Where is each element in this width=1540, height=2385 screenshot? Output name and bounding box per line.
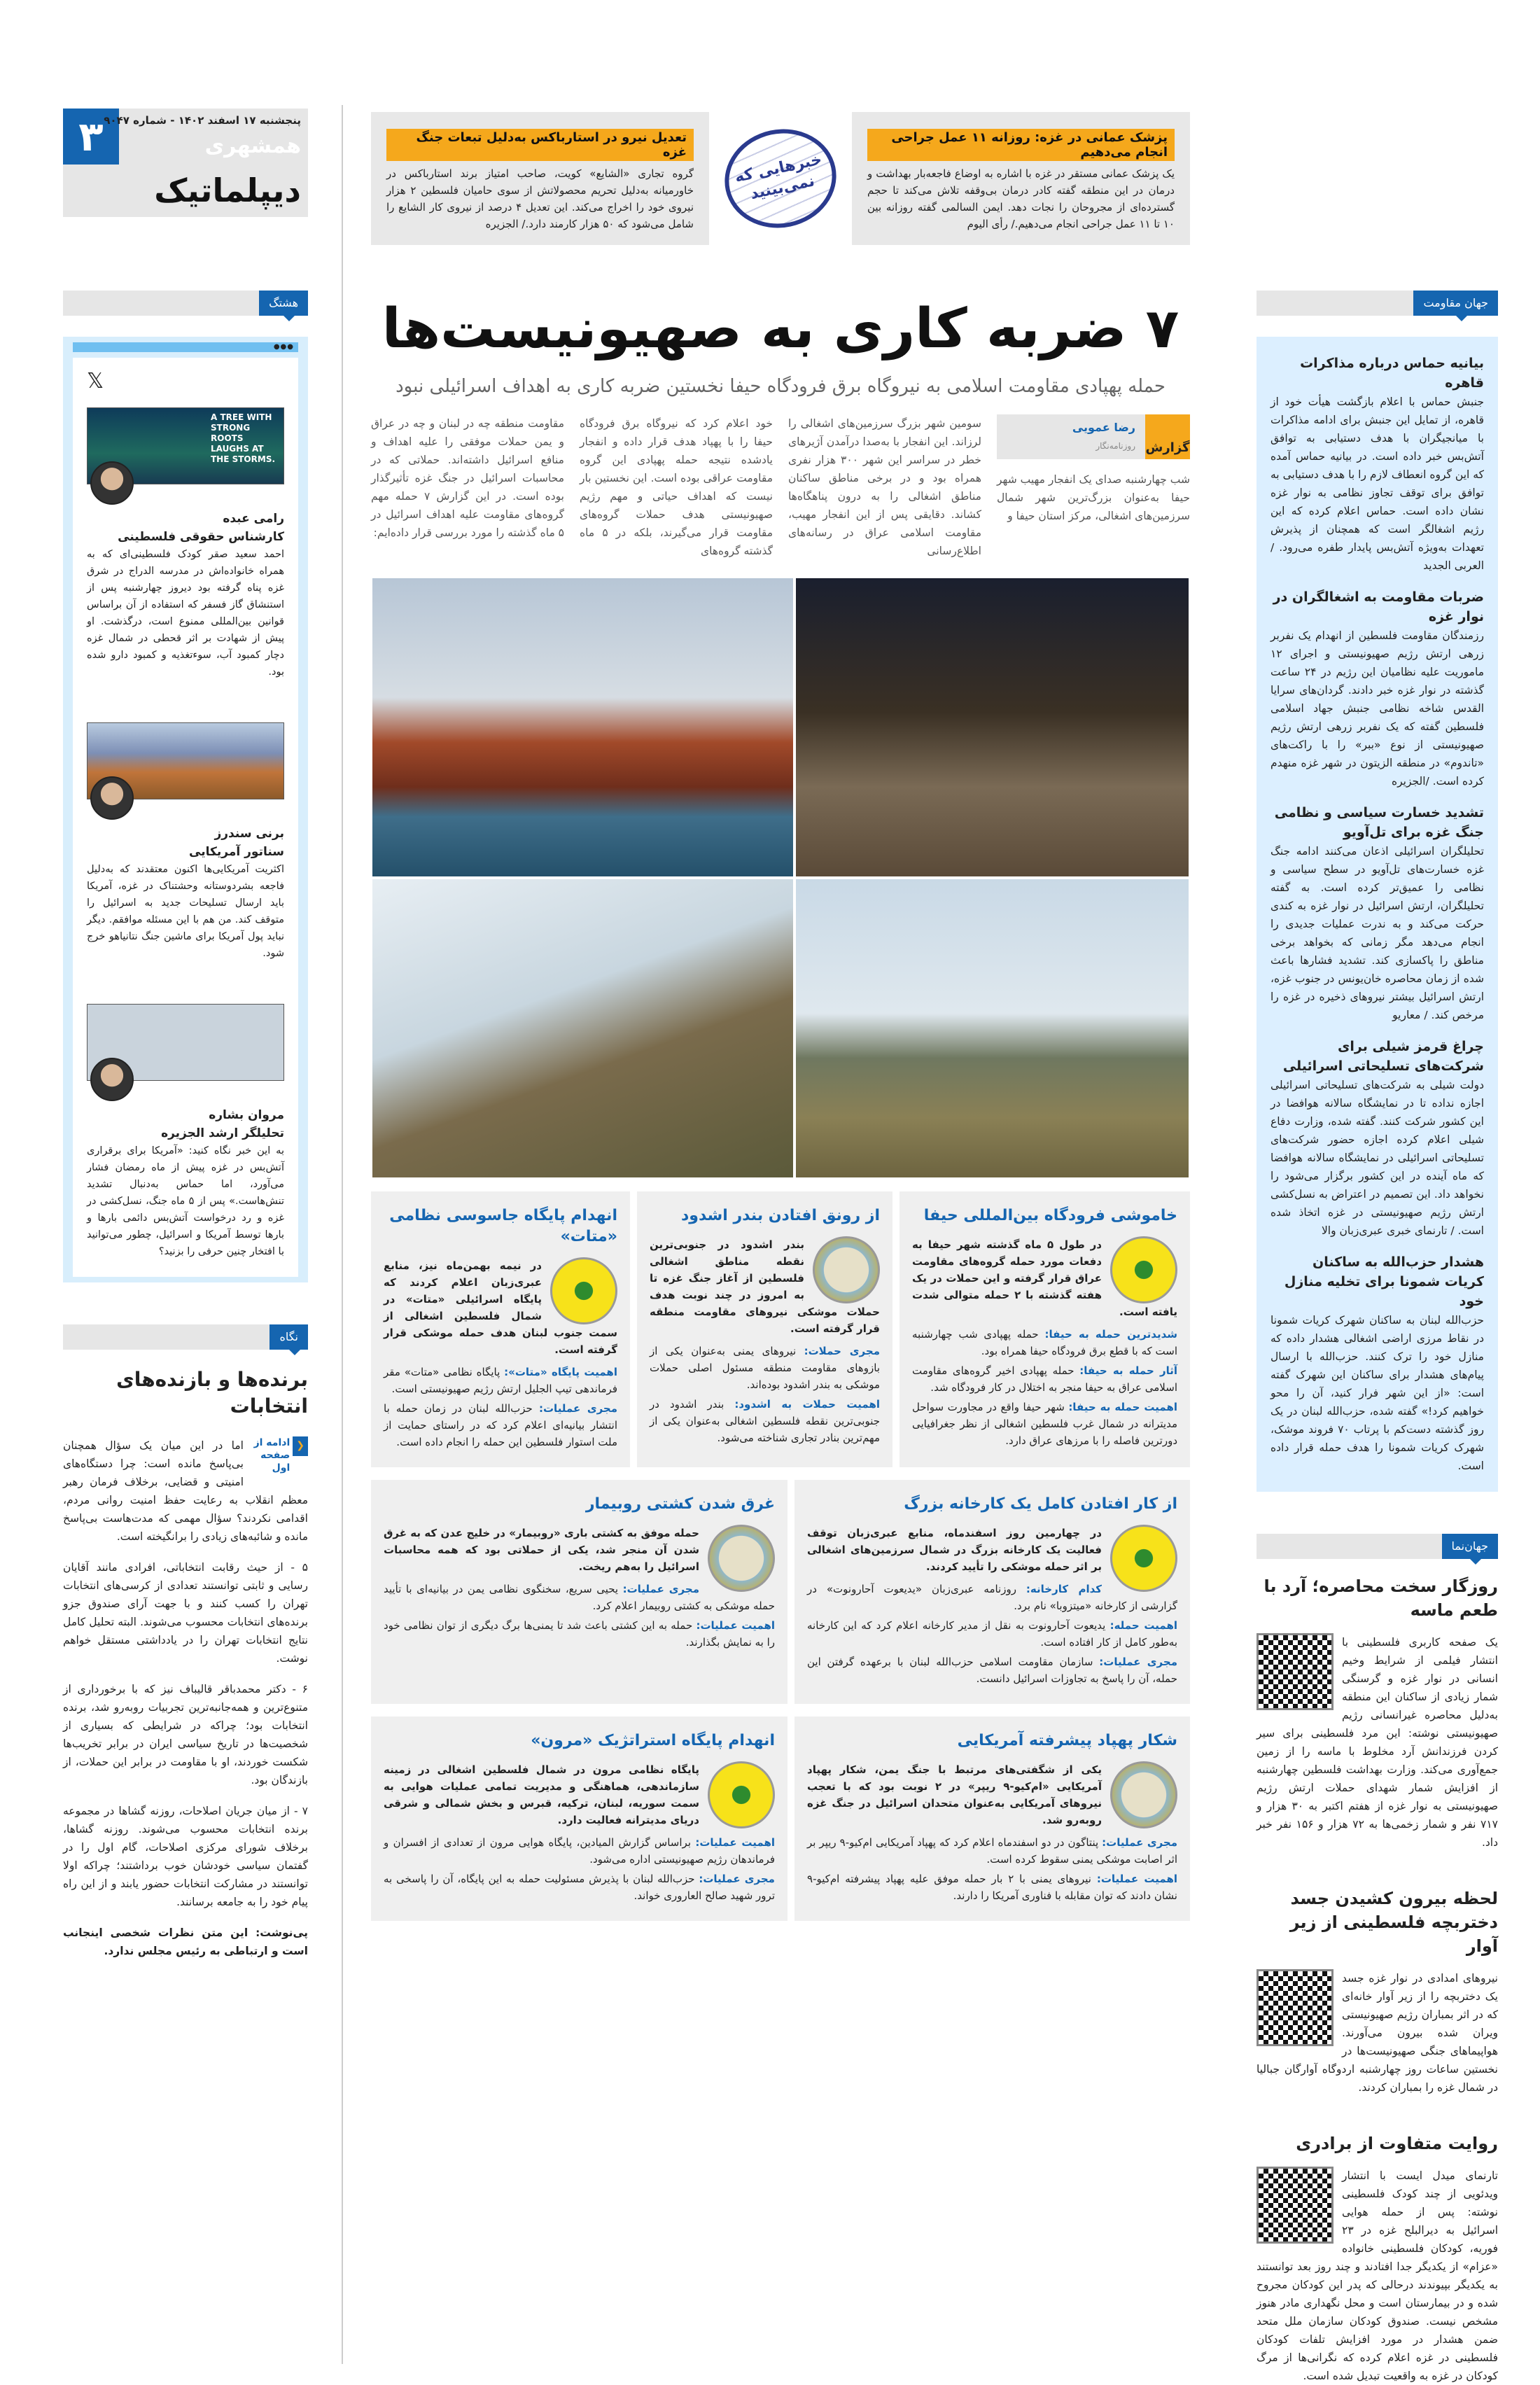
article-column: شب چهارشنبه صدای یک انفجار مهیب شهر حیفا به‌عنوان بزرگ‌ترین شهر شمال سرزمین‌های اشغالی، مرکز استان حیفا و (997, 473, 1190, 522)
news-box-bullet (912, 1399, 1177, 1449)
article-column: خود اعلام کرد که نیروگاه برق فرودگاه حیفا را با پهپاد هدف قرار داده و انفجار یادشده نتیجه حمله پهپادی این گروه مقاومت عراقی بوده است. این نخستین بار نیست که اهداف حیاتی و مهم رژیم صهیونیستی هدف حملات گروه‌های مقاومت قرار می‌گیرند، بلکه در ۵ ماه گذشته گروه‌های (580, 417, 774, 557)
editorial (63, 1366, 308, 1960)
chevron-icon: ❮ (293, 1436, 308, 1456)
news-box (371, 1716, 788, 1921)
news-box-lead: حمله موفق به کشتی باری «روبیمار» در خلیج عدن که به غرق شدن آن منجر شد، یکی از حملاتی بود که همه محاسبات اسرائیل را به‌هم ریخت. (384, 1527, 699, 1573)
author-role: روزنامه‌نگار (1096, 441, 1135, 451)
bullet-label: مجری حملات: (804, 1345, 880, 1357)
cover-image (87, 407, 284, 484)
news-title: بیانیه حماس درباره مذاکرات قاهره (1300, 356, 1484, 391)
tweet-body: اکثریت آمریکایی‌ها اکنون معتقدند که به‌دلیل فاجعه بشردوستانه وحشتناک در غزه، آمریکا باید ارسال تسلیحات جدید به اسرائیل را متوقف کند. من هم با این مسئله موافقم. دیگر نباید پول آمریکا برای ماشین جنگ نتانیاهو خرج شود. (87, 864, 284, 959)
bullet-text: حمله پهپادی اخیر گروه‌های مقاومت اسلامی عراق به حیفا منجر به اختلال در کار فرودگاه شد. (912, 1364, 1177, 1394)
news-box (794, 1480, 1190, 1704)
section-header-resistance (1256, 291, 1498, 316)
news-box-bullet (650, 1343, 880, 1393)
bullet-text: یحیی سریع، سخنگوی نظامی یمن در بیانیه‌ای با تأیید حمله موشکی به کشتی روبیمار اعلام کرد. (384, 1583, 775, 1612)
news-box-bullet (384, 1617, 775, 1651)
news-box-bullet (807, 1617, 1177, 1651)
news-box (899, 1191, 1190, 1467)
news-box-row (371, 1191, 1190, 1467)
right-column (1256, 291, 1498, 2385)
qr-code-icon[interactable] (1256, 1633, 1334, 1710)
author-name: رضا عمویی (1072, 421, 1135, 434)
qr-code-icon[interactable] (1256, 1969, 1334, 2046)
tweet-card (87, 407, 284, 680)
bullet-text: حمله به این کشتی باعث شد تا یمنی‌ها برگ دیگری از توان نظامی خود را به نمایش بگذارند. (384, 1619, 775, 1649)
section-label: نگاه (270, 1324, 308, 1350)
bullet-label: مجری عملیات: (1099, 1656, 1177, 1668)
top-news-strip (371, 112, 1190, 245)
news-box-lead: در چهارمین روز اسفندماه، منابع عبری‌زبان توقف فعالیت یک کارخانه بزرگ در شمال سرزمین‌های اشغالی بر اثر حمله موشکی را تأیید کردند. (807, 1527, 1102, 1573)
bullet-label: آثار حمله به حیفا: (1079, 1364, 1177, 1377)
news-box-lead: یکی از شگفتی‌های مرتبط با جنگ یمن، شکار پهپاد آمریکایی «ام‌کیو-۹ ریپر» در ۲ نوبت بود که با تعجب نیروهای آمریکایی به‌عنوان متحدان اسرائیل در جنگ غزه روبه‌رو شد. (807, 1763, 1102, 1826)
section-header-view (63, 1324, 308, 1350)
left-column (63, 109, 308, 1973)
bullet-label: اهمیت حمله به حیفا: (1068, 1401, 1177, 1413)
news-box-bullet (912, 1362, 1177, 1396)
bullet-text: نیروهای یمنی به‌عنوان یکی از بازوهای مقاومت منطقه مسئول اصلی حملات موشکی به بندر اشدود بوده‌اند. (650, 1345, 880, 1391)
news-title: تشدید خسارت سیاسی و نظامی جنگ غزه برای تل‌آویو (1274, 805, 1484, 840)
top-news-body: یک پزشک عمانی مستقر در غزه با اشاره به اوضاع فاجعه‌بار بهداشت و درمان در این منطقه گفته کادر درمان بی‌وقفه تلاش می‌کند تا حجم گسترده‌ای از مجروحان را نجات دهد. ایمن السالمی گفته روزانه بین ۱۰ تا ۱۱ عمل جراحی انجام می‌دهیم./ رأی الیوم (867, 167, 1175, 230)
news-body: تارنمای میدل ایست با انتشار ویدئویی از چند کودک فلسطینی نوشته: پس از حمله هوایی اسرائیل به دیرالبلح غزه در ۲۳ فوریه، کودکان فلسطینی خانواده «عزام» از یکدیگر جدا افتادند و چند روز بعد توانستند به یکدیگر بپیوندند درحالی که پدر این کودکان مجروح شده و در بیمارستان است و محل نگهداری مادر هنوز مشخص نیست. صندوق کودکان سازمان ملل متحد ضمن هشدار در مورد افزایش تلفات کودکان فلسطینی در غزه اعلام کرده که نگرانی‌ها از مرگ کودکان در غزه به واقعیت تبدیل شده است. (1256, 2169, 1498, 2382)
dots-icon: ●●● (273, 343, 294, 351)
editorial-paragraph: اما در این میان یک سؤال همچنان بی‌پاسخ مانده است: چرا دستگاه‌های امنیتی و قضایی، برخلاف فرمان رهبر معظم انقلاب به رعایت حفظ امنیت روانی مردم، اقدامی نکردند؟ سؤال مهمی که مدت‌هاست بی‌پاسخ مانده و شائبه‌های زیادی را برانگیخته است. (63, 1439, 308, 1543)
group-emblem-icon (708, 1525, 775, 1592)
editorial-title: برنده‌ها و بازنده‌های انتخابات (116, 1368, 308, 1418)
news-body: تحلیلگران اسرائیلی اذعان می‌کنند ادامه جنگ غزه خسارت‌های تل‌آویو در سطح سیاسی و نظامی را عمیق‌تر کرده است. به گفته تحلیلگران، ارتش اسرائیل در نوار غزه به کندی حرکت می‌کند و به ندرت عملیات جدیدی را انجام می‌دهد مگر زمانی که بخواهد برخی مناطق را پاکسازی کند. تشدید فشارها باعث شده از زمان محاصره خان‌یونس در جنوب غزه، ارتش اسرائیل بیشتر نیروهای ذخیره در غزه را مرخص کند. / معاریو (1270, 845, 1484, 1021)
article-column: سومین شهر بزرگ سرزمین‌های اشغالی را لرزاند. این انفجار با به‌صدا درآمدن آژیرهای خطر در سراسر این شهر ۳۰۰ هزار نفری همراه بود و در برخی مناطق ساکنان مناطق اشغالی را به درون پناهگاه‌ها کشاند. دقایقی پس از این انفجار مهیب، مقاومت اسلامی عراق در رسانه‌های اطلاع‌رسانی (788, 417, 981, 557)
tweet-author-role: تحلیلگر ارشد الجزیره (161, 1126, 284, 1140)
tweet-body: به این خبر نگاه کنید: «آمریکا برای برقراری آتش‌بس در غزه پیش از ماه رمضان فشار می‌آورد، اما حماس به‌دنبال تشدید تنش‌هاست.» پس از ۵ ماه جنگ، نسل‌کشی در غزه و رد درخواست آتش‌بس دائمی بارها و بارها توسط آمریکا و اسرائیل، چطور می‌توانید با افتخار چنین حرفی را بزنید؟ (87, 1145, 284, 1257)
dateline: پنجشنبه ۱۷ اسفند ۱۴۰۲ - شماره ۹۰۴۷ (104, 114, 301, 127)
news-body: نیروهای امدادی در نوار غزه جسد یک دختربچه را از زیر آوار خانه‌ای که در اثر بمباران رژیم صهیونیستی ویران شده بیرون می‌آورند. هواپیماهای جنگی صهیونیست‌ها در نخستین ساعات روز چهارشنبه اردوگاه آوارگان جبالیا در شمال غزه را بمباران کردند. (1256, 1972, 1498, 2094)
news-box-title: انهدام پایگاه استراتژیک «مرون» (531, 1732, 775, 1749)
photo-rescue-workers (794, 577, 1190, 878)
photo-damaged-ship (371, 577, 794, 878)
tweet-card (87, 722, 284, 962)
news-box-bullet (384, 1400, 617, 1450)
news-box-bullet (384, 1581, 775, 1614)
news-box-title: شکار پهپاد پیشرفته آمریکایی (957, 1732, 1177, 1749)
avatar[interactable] (90, 461, 134, 505)
x-logo-icon: 𝕏 (87, 369, 104, 393)
editorial-paragraph: ۵ - از حیث رقابت انتخاباتی، افرادی مانند آقایان رسایی و ثابتی توانستند تعدادی از کرسی‌های انتخابات تهران را کسب کنند و با جهت آرای صندوق جزو برنده‌های انتخابات محسوب می‌شوند. البته تحلیل کامل نتایج انتخابات تهران را در یادداشتی مستقل خواهم نوشت. (63, 1561, 308, 1665)
group-emblem-icon (1110, 1525, 1177, 1592)
bullet-label: مجری عملیات: (622, 1583, 699, 1595)
news-box (794, 1716, 1190, 1921)
news-box-bullet (807, 1653, 1177, 1687)
bullet-text: حزب‌الله لبنان در زمان حمله با انتشار بیانیه‌ای اعلام کرد که در راستای حمایت از ملت استوار فلسطین این حمله را انجام داده است. (384, 1402, 617, 1448)
news-box-lead: در نیمه بهمن‌ماه نیز، منابع عبری‌زبان اعلام کردند که پایگاه اسرائیلی «متات» در شمال فلسطین اشغالی از سمت جنوب لبنان هدف حمله موشکی قرار گرفته است. (384, 1259, 617, 1356)
bullet-text: پنتاگون در دو اسفندماه اعلام کرد که پهپاد آمریکایی ام‌کیو-۹ ریپر بر اثر اصابت موشکی یمنی سقوط کرده است. (807, 1836, 1177, 1866)
news-body: جنبش حماس با اعلام بازگشت هیأت خود از قاهره، از تمایل این جنبش برای ادامه مذاکرات با میانجیگران با هدف دستیابی به توافق آتش‌بس خبر داده است. در بیانیه حماس آمده که این گروه انعطاف لازم را با هدف دستیابی به توافق برای توقف تجاوز نظامی به نوار غزه نشان داده است. حماس اعلام کرده که این رژیم اشغالگر است که همچنان از پذیرش تعهدات به‌ویژه آتش‌بس پایدار طفره می‌رود. /العربی الجدید (1270, 396, 1484, 572)
group-emblem-icon (708, 1761, 775, 1828)
top-news-body: گروه تجاری «الشایع» کویت، صاحب امتیاز برند استارباکس در خاورمیانه به‌دلیل تحریم محصولاتش از سوی حامیان فلسطین ۲ هزار نیروی خود را اخراج می‌کند. این تعدیل ۴ درصد از نیروی کار الشایع را شامل می‌شود که ۵۰ هزار کارمند دارد./ الجزیره (386, 167, 694, 230)
news-box (637, 1191, 892, 1467)
section-label: جهان مقاومت (1413, 291, 1498, 316)
middle-column (371, 112, 1190, 1921)
news-box-title: انهدام پایگاه جاسوسی نظامی «متات» (389, 1207, 617, 1245)
masthead (63, 109, 308, 217)
group-emblem-icon (550, 1257, 617, 1324)
bullet-label: اهمیت حمله: (1110, 1619, 1177, 1632)
editorial-paragraph: پی‌نوشت: این متن نظرات شخصی اینجانب است و ارتباطی به رئیس مجلس ندارد. (63, 1926, 308, 1957)
bullet-text: پایگاه نظامی «متات» مقر فرماندهی تیپ الجلیل ارتش رژیم صهیونیستی است. (384, 1366, 617, 1395)
news-box-bullet (650, 1396, 880, 1446)
news-body: یک صفحه کاربری فلسطینی با انتشار فیلمی از شرایط وخیم انسانی در نوار غزه و گرسنگی شمار زیادی از ساکنان این منطقه به‌دلیل محاصره غیرانسانی رژیم صهیونیستی نوشته: این مرد فلسطینی برای سیر کردن فرزندانش آرد مخلوط با ماسه را از زمین جمع‌آوری می‌کند. وزارت بهداشت فلسطین چهارشنبه از افزایش شمار شهدای حملات ارتش رژیم صهیونیستی به نوار غزه از هفتم اکتبر به ۳۰ هزار و ۷۱۷ نفر و شمار زخمی‌ها به ۷۲ هزار و ۱۵۶ نفر خبر داد. (1256, 1636, 1498, 1849)
bullet-label: اهمیت پایگاه «متات»: (504, 1366, 617, 1378)
news-box-bullet (807, 1581, 1177, 1614)
tweet-author-role: کارشناس حقوقی فلسطینی (118, 530, 284, 544)
news-box-title: غرق شدن کشتی روبیمار (585, 1495, 775, 1513)
news-title: هشدار حزب‌الله به ساکنان کریات شمونا برای تخلیه منازل خود (1284, 1254, 1484, 1309)
page-number: ۳ (63, 109, 119, 165)
photo-missile-launcher (371, 878, 794, 1179)
browser-bar (73, 342, 298, 352)
group-emblem-icon (813, 1236, 880, 1303)
news-box-row (371, 1716, 1190, 1921)
tweet-card (87, 1004, 284, 1260)
editorial-paragraph: ۶ - دکتر محمدباقر قالیباف نیز که با برخورداری از متنوع‌ترین و همه‌جانبه‌ترین تجربیات رو‌به‌رو شد، برنده انتخابات بود؛ چراکه در شرایطی که بسیاری از شخصیت‌ها در تاریخ سیاسی ایران در برابر تخریب‌ها شکست خوردند، او با مقاومت در برابر این حملات، از بازندگان بود. (63, 1683, 308, 1786)
bullet-text: براساس گزارش المیادین، پایگاه هوایی مرون از تعدادی از افسران و فرماندهان رژیم صهیونیستی اداره می‌شود. (384, 1836, 775, 1866)
news-box-row (371, 1480, 1190, 1704)
bullet-text: حمله پهپادی شب چهارشنبه است که با قطع برق فرودگاه حیفا همراه بود. (912, 1328, 1177, 1357)
bullet-text: شهر حیفا واقع در مجاورت سواحل مدیترانه در شمال غرب فلسطین اشغالی از نظر جغرافیایی دورترین فاصله را با مرزهای عراق دارد. (912, 1401, 1177, 1447)
bullet-label: شدیدترین حمله به حیفا: (1044, 1328, 1177, 1341)
bullet-text: حزب‌الله لبنان با پذیرش مسئولیت حمله به این پایگاه، آن را پاسخی به ترور شهید صالح العاروری خواند. (384, 1873, 775, 1902)
bullet-label: مجری عملیات: (699, 1873, 775, 1885)
bullet-text: سازمان مقاومت اسلامی حزب‌الله لبنان با برعهده گرفتن این حمله، آن را پاسخ به تجاوزات اسرائیل دانست. (807, 1656, 1177, 1685)
twitter-panel (63, 337, 308, 1282)
tweet-body: احمد سعید صقر کودک فلسطینی‌ای که به همراه خانواده‌اش در مدرسه الدراج در شرق غزه پناه گرفته بود دیروز چهارشنبه پس از استنشاق گاز فسفر که استفاده از آن براساس قوانین بین‌المللی ممنوع است، درگذشت. او پیش از شهادت بر اثر قحطی در شمال غزه دچار کمبود آب، سوءتغذیه و کمبود دارو شده بود. (87, 549, 284, 678)
cover-image (87, 722, 284, 799)
article-body (371, 414, 1190, 560)
bullet-label: اهمیت عملیات: (696, 1619, 775, 1632)
avatar[interactable] (90, 1058, 134, 1101)
photo-grid (371, 577, 1190, 1179)
qr-code-icon[interactable] (1256, 2167, 1334, 2244)
tweet-author: مروان بشاره (209, 1108, 284, 1122)
news-box-title: خاموشی فرودگاه بین‌المللی حیفا (923, 1207, 1177, 1224)
continued-link[interactable] (249, 1436, 308, 1474)
news-body: حزب‌الله لبنان به ساکنان شهرک کریات شمونا در نقاط مرزی اراضی اشغالی هشدار داده که منازل خود را ترک کنند. حزب‌الله با ارسال پیام‌های هشدار برای ساکنان این شهرک گفته است: «از این شهر فرار کنید، آن را محو خواهیم کرد!» گفته شده، حزب‌الله لبنان در یک روز گذشته دست‌کم با پرتاب ۷۰ فروند موشک، شهرک کریات شمونا را هدف حمله قرار داده است. (1270, 1314, 1484, 1472)
news-box (371, 1191, 630, 1467)
stamp-logo (718, 112, 844, 245)
paper-logo: همشهری (204, 134, 301, 158)
bullet-label: مجری عملیات: (538, 1402, 618, 1415)
cover-image (87, 1004, 284, 1081)
bullet-text: بندر اشدود در جنوبی‌ترین نقطه فلسطین اشغالی به‌عنوان یکی از مهم‌ترین بنادر تجاری شناخته می‌شود. (650, 1398, 880, 1444)
news-box-bullet (384, 1364, 617, 1397)
top-news-left (371, 112, 709, 245)
news-title: روایت متفاوت از برادری (1296, 2134, 1498, 2153)
bullet-text: نیروهای یمنی با ۲ بار حمله موفق علیه پهپاد پیشرفته ام‌کیو-۹ نشان دادند که توان مقابله با فناوری آمریکا را دارند. (807, 1873, 1177, 1902)
bullet-text: روزنامه عبری‌زبان «یدیعوت آحارونوت» در گزارشی از کارخانه «میتزوبا» نام برد. (807, 1583, 1177, 1612)
news-boxes (371, 1191, 1190, 1921)
tweet-author: رامی عبده (223, 512, 284, 526)
qr-news-list (1256, 1574, 1498, 2385)
news-title: روزگار سخت محاصره؛ آرد با طعم ماسه (1264, 1576, 1498, 1620)
column-divider (342, 105, 343, 2364)
news-box-lead: بندر اشدود در جنوبی‌ترین نقطه مناطق اشغالی فلسطین از آغاز جنگ غزه تا به امروز در چند نوبت هدف حملات موشکی نیروهای مقاومت منطقه قرار گرفته است. (650, 1238, 880, 1335)
news-box-title: از رونق افتادن بندر اشدود (681, 1207, 880, 1224)
news-body: رزمندگان مقاومت فلسطین از انهدام یک نفربر زرهی ارتش رژیم صهیونیستی و اجرای ۱۲ ماموریت علیه نظامیان این رژیم در ۲۴ ساعت گذشته در نوار غزه خبر دادند. گردان‌های سرایا القدس شاخه نظامی جنبش جهاد اسلامی فلسطین گفته که یک نفربر زرهی ارتش رژیم صهیونیستی از نوع «ببر» را با راکت‌های «تاندوم» در منطقه الزیتون در شهر غزه منهدم کرده است. /الجزیره (1270, 629, 1484, 788)
bullet-label: کدام کارخانه: (1026, 1583, 1102, 1595)
article-column: مقاومت منطقه چه در لبنان و چه در عراق و یمن حملات موفقی را علیه اهداف و منافع اسرائیل داشته‌اند. حملاتی که در محاسبات اسرائیل در جنگ غزه تأثیرگذار بوده است. در این گزارش ۷ حمله مهم گروه‌های مقاومت علیه اهداف اسرائیل در ۵ ماه گذشته را مورد بررسی قرار داده‌ایم: (371, 417, 565, 539)
tweet-author-role: سناتور آمریکایی (189, 845, 284, 859)
main-headline: ۷ ضربه کاری به صهیونیست‌ها (382, 298, 1180, 361)
news-box-title: از کار افتادن کامل یک کارخانه بزرگ (904, 1495, 1177, 1513)
bullet-label: مجری عملیات: (1102, 1836, 1177, 1849)
news-box-lead: پایگاه نظامی مرون در شمال فلسطین اشغالی در زمینه سازماندهی، هماهنگی و مدیریت تمامی عملیات هوایی به سمت سوریه، لبنان، ترکیه، قبرس و بخش شمالی و شرقی دریای مدیترانه فعالیت دارد. (384, 1763, 699, 1826)
cover-text: A TREE WITH STRONG ROOTS LAUGHS AT THE STORMS. (211, 412, 276, 464)
news-body: دولت شیلی به شرکت‌های تسلیحاتی اسرائیلی اجازه نداده تا در نمایشگاه سالانه هوافضا در این کشور شرکت کنند. گفته شده، وزارت دفاع شیلی اعلام کرده اجازه حضور شرکت‌های تسلیحاتی اسرائیلی در نمایشگاه سالانه هوافضا که ماه آینده در این کشور برگزار می‌شود را نخواهد داد. این تصمیم در اعتراض به نسل‌کشی ارتش رژیم صهیونیستی در غزه اتخاذ شده است. / تارنمای خبری عبری‌زبان والا (1270, 1079, 1484, 1237)
bullet-label: اهمیت حملات به اشدود: (734, 1398, 880, 1411)
section-header-hashtag (63, 291, 308, 316)
photo-smoke-plume (794, 878, 1190, 1179)
top-news-right (852, 112, 1190, 245)
byline-box (997, 414, 1190, 459)
section-label: هشتگ (259, 291, 308, 316)
bullet-label: اهمیت عملیات: (695, 1836, 775, 1849)
continued-label: ادامه از صفحه اول (253, 1437, 290, 1474)
group-emblem-icon (1110, 1236, 1177, 1303)
section-header-world (1256, 1534, 1498, 1559)
bullet-text: یدیعوت آحارونوت به نقل از مدیر کارخانه اعلام کرد که این کارخانه به‌طور کامل از کار افتاده است. (807, 1619, 1177, 1649)
tweet-author: برنی سندرز (214, 827, 284, 841)
bullet-label: اهمیت عملیات: (1096, 1873, 1177, 1885)
group-emblem-icon (1110, 1761, 1177, 1828)
news-box-bullet (912, 1326, 1177, 1359)
news-box-bullet (384, 1834, 775, 1868)
section-logo: دیپلماتیک (154, 172, 301, 209)
top-news-title: تعدیل نیرو در استارباکس به‌دلیل تبعات جنگ غزه (386, 129, 694, 161)
news-box-bullet (807, 1870, 1177, 1904)
news-title: لحظه بیرون کشیدن جسد دختربچه فلسطینی از زیر آوار (1289, 1889, 1498, 1956)
editorial-paragraph: ۷ - از میان جریان اصلاحات، روزنه گشاها در مجموعه برنده انتخابات محسوب می‌شوند. روزنه گشاها، برخلاف شورای مرکزی اصلاحات، گام اول را در گفتمان سیاسی خودشان خوب برداشتند؛ چراکه اولا توانستند در مشارکت انتخابات حضور یابند و از این راه پیام خود را به جامعه برسانند. (63, 1805, 308, 1908)
top-news-title: پزشک عمانی در غزه: روزانه ۱۱ عمل جراحی انجام می‌دهیم (867, 129, 1175, 161)
news-box-lead: در طول ۵ ماه گذشته شهر حیفا به دفعات مورد حمله گروه‌های مقاومت عراق قرار گرفته و این حملات در یک هفته گذشته با ۲ حمله متوالی شدت یافته است. (912, 1238, 1177, 1318)
news-box-bullet (807, 1834, 1177, 1868)
news-box-bullet (384, 1870, 775, 1904)
news-title: ضربات مقاومت به اشغالگران در نوار غزه (1273, 589, 1484, 624)
main-subhead: حمله پهپادی مقاومت اسلامی به نیروگاه برق فرودگاه حیفا نخستین ضربه کاری به اهداف اسرائیلی نبود (396, 376, 1166, 397)
kicker: گزارش (1145, 414, 1190, 459)
avatar[interactable] (90, 776, 134, 820)
section-label: جهان‌نما (1442, 1534, 1498, 1559)
resistance-news-box (1256, 337, 1498, 1492)
news-title: چراغ قرمز شیلی برای شرکت‌های تسلیحاتی اسرائیلی (1282, 1039, 1484, 1074)
stamp-text: خبرهایی که نمی‌بینید (733, 151, 824, 204)
news-box (371, 1480, 788, 1704)
